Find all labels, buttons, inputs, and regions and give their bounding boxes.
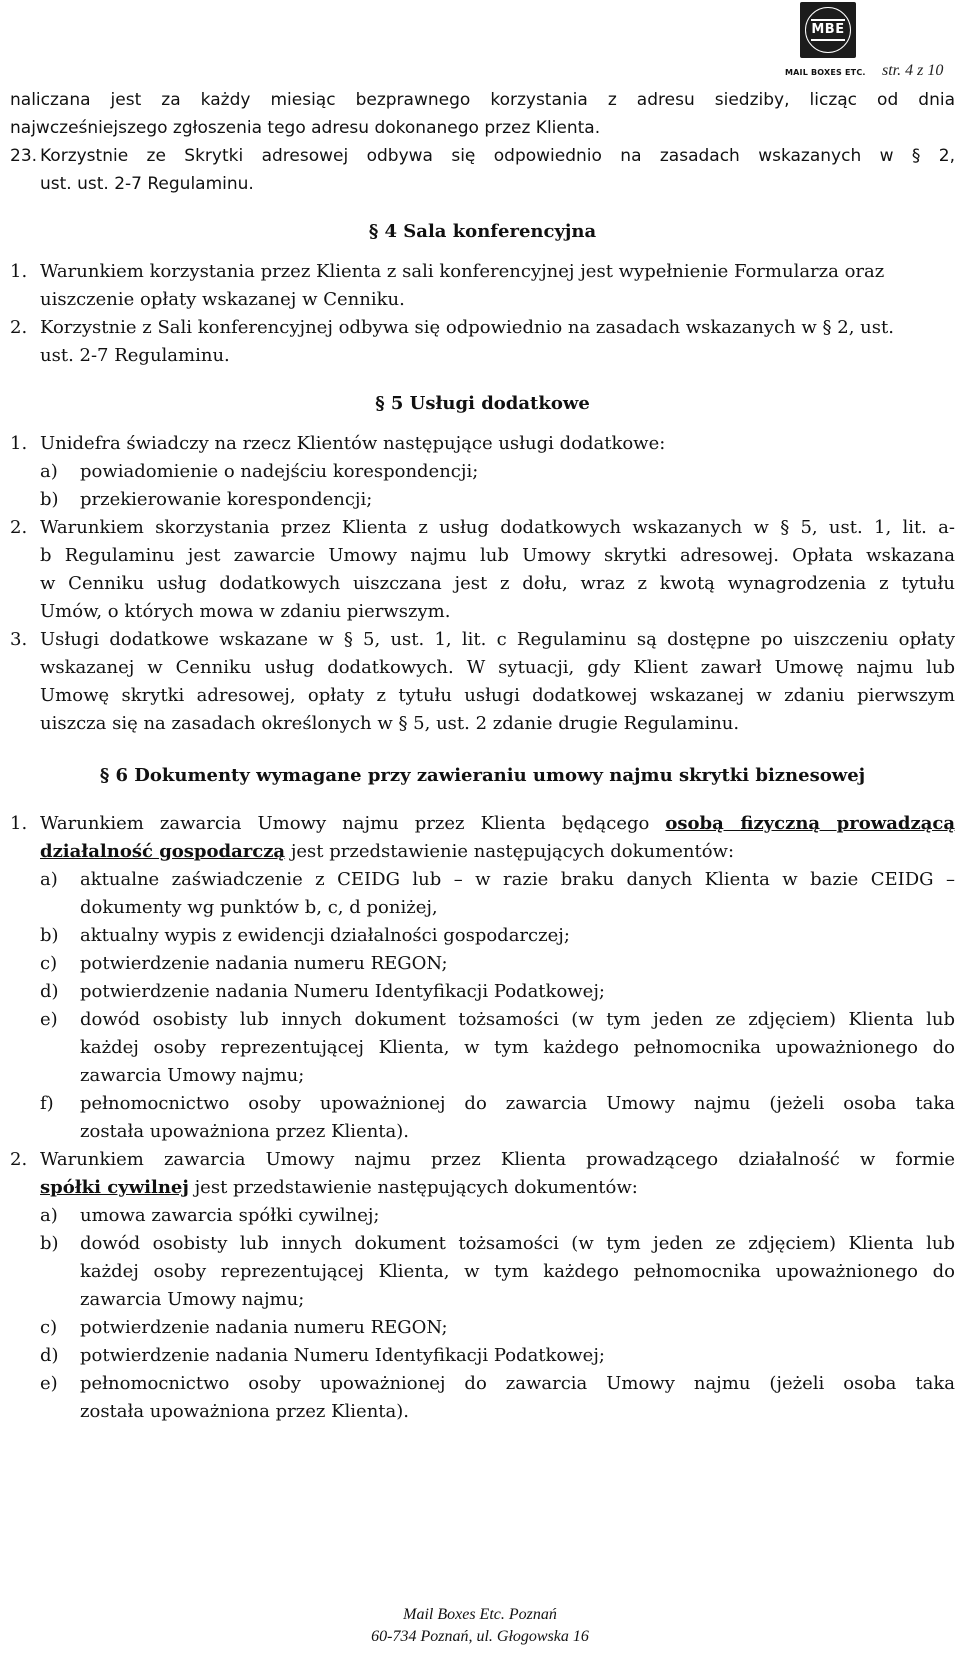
list-item	[10, 1062, 955, 1090]
list-item: a) powiadomienie o nadejściu korespondencji;	[40, 461, 479, 482]
section-5-paragraph-3: 3. Usługi dodatkowe wskazane w § 5, ust. 1, lit. c Regulaminu są dostępne po uiszczeniu opłaty	[10, 629, 955, 650]
list-item-text: dokumenty wg punktów b, c, d poniżej,	[80, 897, 438, 918]
logo-text: MBE	[811, 22, 845, 37]
list-item-text: aktualne zaświadczenie z CEIDG lub – w razie braku danych Klienta w bazie CEIDG –	[80, 869, 955, 890]
list-item: b) przekierowanie korespondencji;	[40, 489, 373, 510]
list-item-text: dowód osobisty lub innych dokument tożsamości (w tym jeden ze zdjęciem) Klienta lub	[80, 1233, 955, 1254]
list-letter: f)	[40, 1093, 54, 1114]
list-item	[10, 866, 955, 894]
text-line: w Cenniku usług dodatkowych uiszczana jest z dołu, wraz z kwotą wynagrodzenia z tytułu	[40, 573, 955, 594]
list-item	[10, 1258, 955, 1286]
list-letter: c)	[40, 953, 58, 974]
text-line: uiszcza się na zasadach określonych w § 5, ust. 2 zdanie drugie Regulaminu.	[40, 713, 740, 734]
list-item-text: pełnomocnictwo osoby upoważnionej do zawarcia Umowy najmu (jeżeli osoba taka	[80, 1373, 955, 1394]
text-line: b Regulaminu jest zawarcie Umowy najmu lub Umowy skrytki adresowej. Opłata wskazana	[40, 545, 955, 566]
list-letter: e)	[40, 1373, 58, 1394]
section-6-list-2	[10, 1202, 955, 1426]
list-item	[10, 1202, 955, 1230]
list-letter: c)	[40, 1317, 58, 1338]
text-line: działalność gospodarczą jest przedstawienie następujących dokumentów:	[40, 841, 735, 862]
list-letter: d)	[40, 981, 59, 1002]
logo-emblem	[805, 7, 851, 53]
underlined-term: osobą fizyczną prowadzącą	[665, 813, 955, 834]
list-item	[10, 1006, 955, 1034]
list-item-text: umowa zawarcia spółki cywilnej;	[80, 1205, 380, 1226]
list-item	[10, 1398, 955, 1426]
section-6-paragraph-2: 2. Warunkiem zawarcia Umowy najmu przez Klienta prowadzącego działalność w formie	[10, 1149, 955, 1170]
list-item	[10, 1342, 955, 1370]
list-item	[10, 1286, 955, 1314]
list-item	[10, 1118, 955, 1146]
list-item-text: potwierdzenie nadania Numeru Identyfikacji Podatkowej;	[80, 1345, 605, 1366]
text-line: naliczana jest za każdy miesiąc bezprawnego korzystania z adresu siedziby, licząc od dnia	[10, 90, 955, 110]
list-item	[10, 950, 955, 978]
section-5-heading: § 5 Usługi dodatkowe	[375, 393, 590, 414]
list-letter: a)	[40, 869, 58, 890]
list-item-text: potwierdzenie nadania Numeru Identyfikacji Podatkowej;	[80, 981, 605, 1002]
text-line: ust. 2-7 Regulaminu.	[40, 345, 230, 366]
text-line: Umów, o których mowa w zdaniu pierwszym.	[40, 601, 451, 622]
list-item	[10, 1314, 955, 1342]
list-item	[10, 1370, 955, 1398]
text-line: najwcześniejszego zgłoszenia tego adresu dokonanego przez Klienta.	[10, 118, 601, 138]
list-item	[10, 1230, 955, 1258]
list-item	[10, 922, 955, 950]
footer-company: Mail Boxes Etc. Poznań	[403, 1606, 557, 1623]
list-item-text: została upoważniona przez Klienta).	[80, 1121, 410, 1142]
underlined-term: działalność gospodarczą	[40, 841, 286, 862]
brand-name: MAIL BOXES ETC.	[785, 68, 866, 77]
text-line: Umowę skrytki adresowej, opłaty z tytułu usługi dodatkowej wskazanej w zdaniu pierwszym	[40, 685, 955, 706]
list-item-text: zawarcia Umowy najmu;	[80, 1065, 305, 1086]
section-6-heading: § 6 Dokumenty wymagane przy zawieraniu umowy najmu skrytki biznesowej	[99, 765, 866, 786]
list-letter: d)	[40, 1345, 59, 1366]
underlined-term: spółki cywilnej	[40, 1177, 189, 1198]
section-6-list-1	[10, 866, 955, 1146]
section-4-heading: § 4 Sala konferencyjna	[368, 221, 597, 242]
text-line: ust. ust. 2-7 Regulaminu.	[40, 174, 254, 194]
list-item	[10, 894, 955, 922]
mbe-logo	[800, 2, 856, 58]
list-item-text: została upoważniona przez Klienta).	[80, 1401, 410, 1422]
text-line: uiszczenie opłaty wskazanej w Cenniku.	[40, 289, 405, 310]
list-item	[10, 1034, 955, 1062]
text-line: spółki cywilnej jest przedstawienie następujących dokumentów:	[40, 1177, 638, 1198]
list-item-text: potwierdzenie nadania numeru REGON;	[80, 953, 448, 974]
section-4-paragraph-1: 1. Warunkiem korzystania przez Klienta z sali konferencyjnej jest wypełnienie Formularza oraz	[10, 261, 885, 282]
list-letter: b)	[40, 925, 59, 946]
list-item	[10, 978, 955, 1006]
list-letter: a)	[40, 1205, 58, 1226]
list-item-text: aktualny wypis z ewidencji działalności gospodarczej;	[80, 925, 570, 946]
list-item	[10, 1090, 955, 1118]
text-line: wskazanej w Cenniku usług dodatkowych. W sytuacji, gdy Klient zawarł Umowę najmu lub	[40, 657, 955, 678]
section-4-paragraph-2: 2. Korzystnie z Sali konferencyjnej odbywa się odpowiednio na zasadach wskazanych w § 2, ust.	[10, 317, 894, 338]
section-5-paragraph-2: 2. Warunkiem skorzystania przez Klienta z usług dodatkowych wskazanych w § 5, ust. 1, lit. a-	[10, 517, 955, 538]
list-item-text: pełnomocnictwo osoby upoważnionej do zawarcia Umowy najmu (jeżeli osoba taka	[80, 1093, 955, 1114]
list-letter: b)	[40, 1233, 59, 1254]
footer-address: 60-734 Poznań, ul. Głogowska 16	[371, 1628, 589, 1645]
paragraph-23: 23. Korzystnie ze Skrytki adresowej odbywa się odpowiednio na zasadach wskazanych w § 2,	[10, 142, 955, 170]
footer	[0, 1604, 960, 1648]
list-item-text: każdej osoby reprezentującej Klienta, w tym każdego pełnomocnika upoważnionego do	[80, 1261, 955, 1282]
page-number: str. 4 z 10	[882, 62, 944, 79]
section-6-paragraph-1: 1. Warunkiem zawarcia Umowy najmu przez Klienta będącego osobą fizyczną prowadzącą	[10, 813, 955, 834]
list-letter: e)	[40, 1009, 58, 1030]
list-item-text: dowód osobisty lub innych dokument tożsamości (w tym jeden ze zdjęciem) Klienta lub	[80, 1009, 955, 1030]
section-5-paragraph-1: 1. Unidefra świadczy na rzecz Klientów następujące usługi dodatkowe:	[10, 433, 666, 454]
list-item-text: zawarcia Umowy najmu;	[80, 1289, 305, 1310]
list-item-text: potwierdzenie nadania numeru REGON;	[80, 1317, 448, 1338]
list-item-text: każdej osoby reprezentującej Klienta, w tym każdego pełnomocnika upoważnionego do	[80, 1037, 955, 1058]
paragraph-number: 23.	[10, 146, 38, 166]
document-body	[10, 86, 955, 1426]
